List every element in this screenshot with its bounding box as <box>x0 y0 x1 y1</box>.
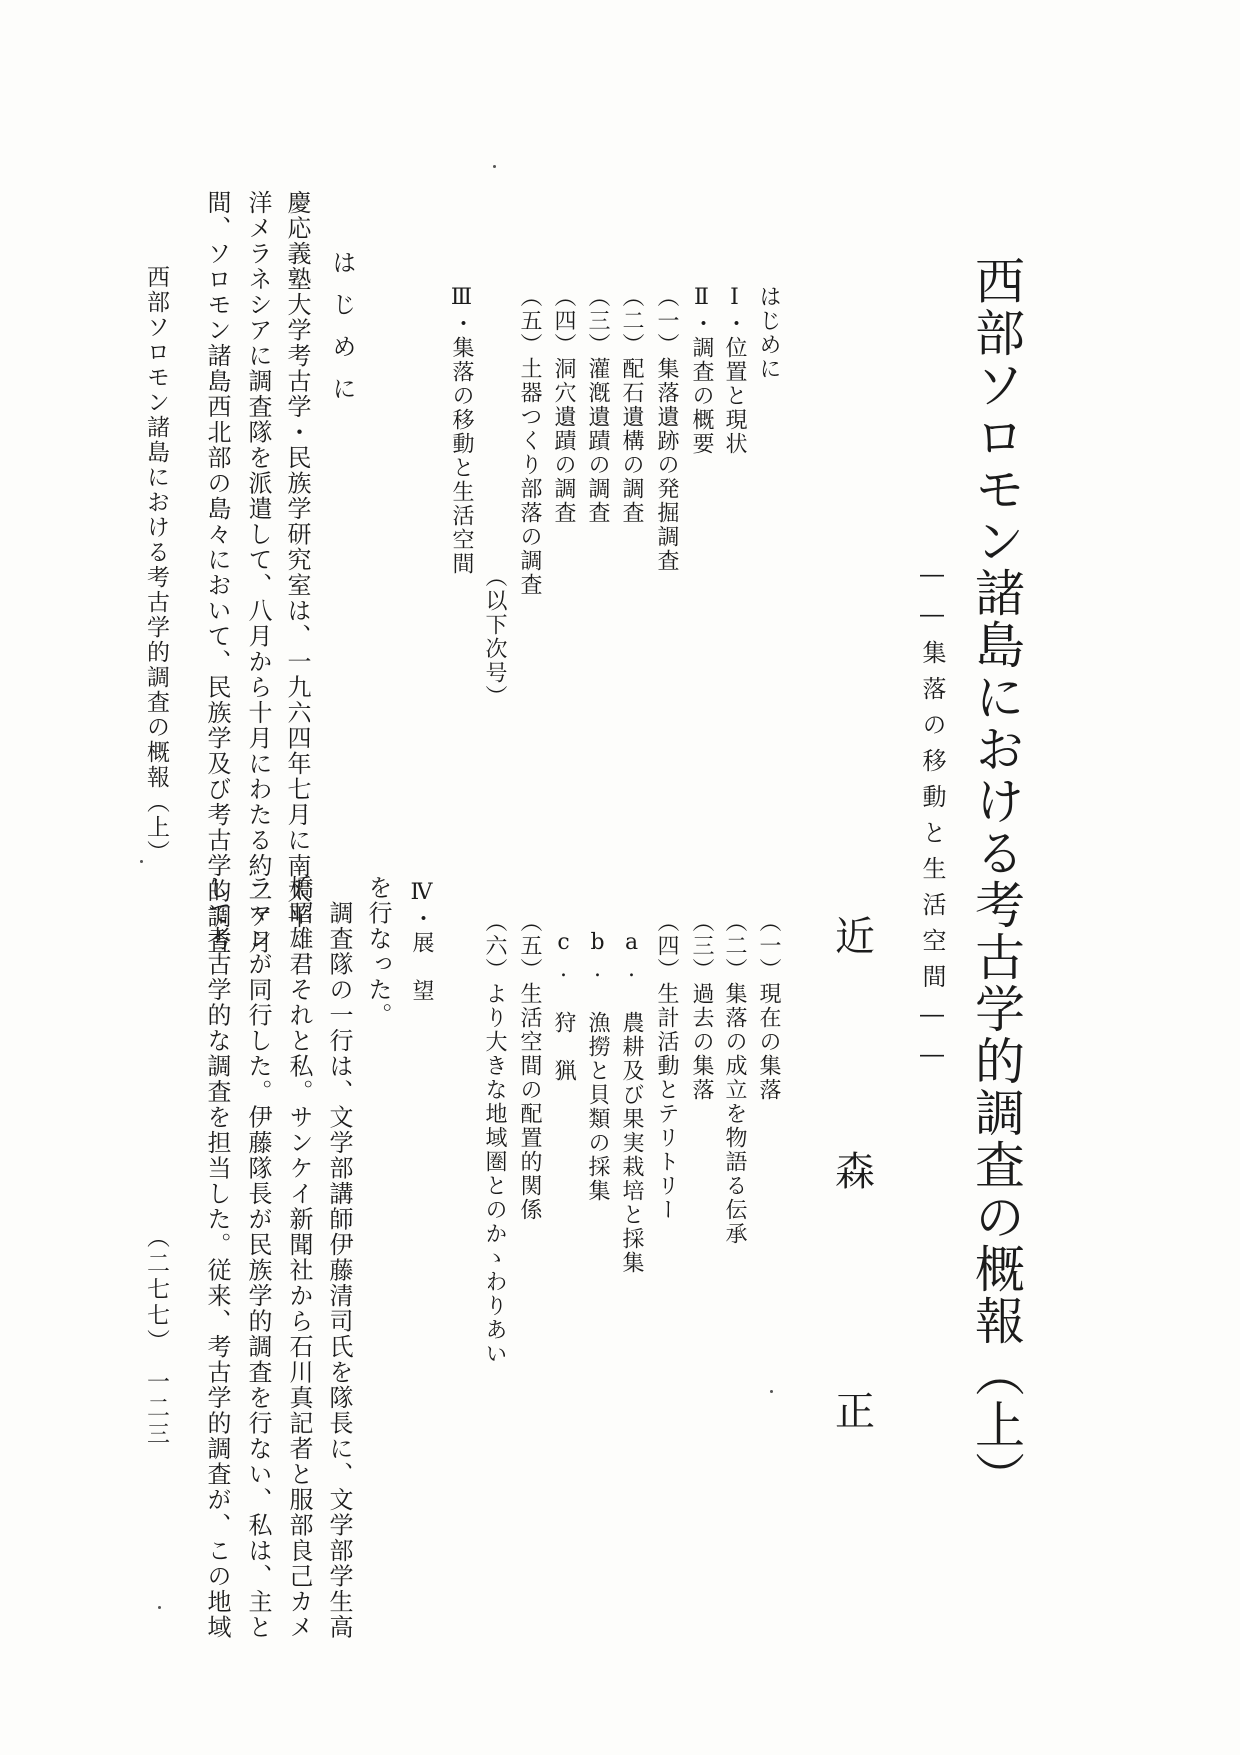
author-name-char: 近 <box>835 914 875 960</box>
author-name-char: 正 <box>835 1389 875 1435</box>
toc-item: （二）配石遺構の調査 <box>619 285 644 525</box>
toc-item: はじめに <box>756 285 781 381</box>
running-title: 西部ソロモン諸島における考古学的調査の概報（上） <box>143 265 169 865</box>
page-number: （二七七） 一二三 <box>143 1225 169 1448</box>
scan-speck <box>140 860 143 863</box>
body-line: して考古学的な調査を担当した。従来、考古学的調査が、この地域 <box>203 875 231 1640</box>
toc-item: （三）灌漑遺蹟の調査 <box>585 285 610 525</box>
toc-item: （四）洞穴遺蹟の調査 <box>551 285 576 525</box>
toc-item: Ⅱ・調査の概要 <box>689 285 714 456</box>
toc-item: Ⅰ・位置と現状 <box>722 285 747 456</box>
scan-speck <box>158 1606 161 1609</box>
toc-item: Ⅲ・集落の移動と生活空間 <box>449 285 474 576</box>
toc-continued-note: （以下次号） <box>482 565 507 709</box>
article-title: 西部ソロモン諸島における考古学的調査の概報（上） <box>967 255 1025 1503</box>
section-heading: はじめに <box>328 250 356 418</box>
body-line: 洋メラネシアに調査隊を派遣して、八月から十月にわたる約二ケ月 <box>244 190 272 955</box>
toc-item: （三）過去の集落 <box>689 910 714 1102</box>
toc-item: （六）より大きな地域圏とのかゝわりあい <box>482 910 507 1366</box>
scan-speck <box>493 165 496 168</box>
body-line: 間、ソロモン諸島西北部の島々において、民族学及び考古学的調査 <box>203 190 231 955</box>
body-line: 慶応義塾大学考古学・民族学研究室は、一九六四年七月に南太平 <box>283 190 311 930</box>
article-subtitle: ――集落の移動と生活空間―― <box>918 560 946 1080</box>
toc-item: （一）集落遺跡の発掘調査 <box>654 285 679 573</box>
toc-item: （四）生計活動とテリトリー <box>654 910 679 1222</box>
toc-item: （二）集落の成立を物語る伝承 <box>722 910 747 1246</box>
body-line: 調査隊の一行は、文学部講師伊藤清司氏を隊長に、文学部学生高 <box>325 875 353 1640</box>
author-name-char: 森 <box>835 1149 875 1195</box>
scan-speck <box>770 1390 773 1393</box>
toc-item: a. 農耕及び果実栽培と採集 <box>619 930 644 1275</box>
body-line: 橋昭雄君それと私。サンケイ新聞社から石川真記者と服部良己カメ <box>285 875 313 1640</box>
toc-item: （一）現在の集落 <box>756 910 781 1102</box>
toc-item: b. 漁撈と貝類の採集 <box>585 930 610 1203</box>
toc-item: （五）土器つくり部落の調査 <box>517 285 542 597</box>
body-line: ラマンが同行した。伊藤隊長が民族学的調査を行ない、私は、主と <box>244 875 272 1640</box>
toc-item: c. 狩 猟 <box>551 930 576 1083</box>
toc-item: （五）生活空間の配置的関係 <box>517 910 542 1222</box>
toc-item: Ⅳ・展 望 <box>409 880 434 1003</box>
body-line: を行なった。 <box>364 875 392 1028</box>
